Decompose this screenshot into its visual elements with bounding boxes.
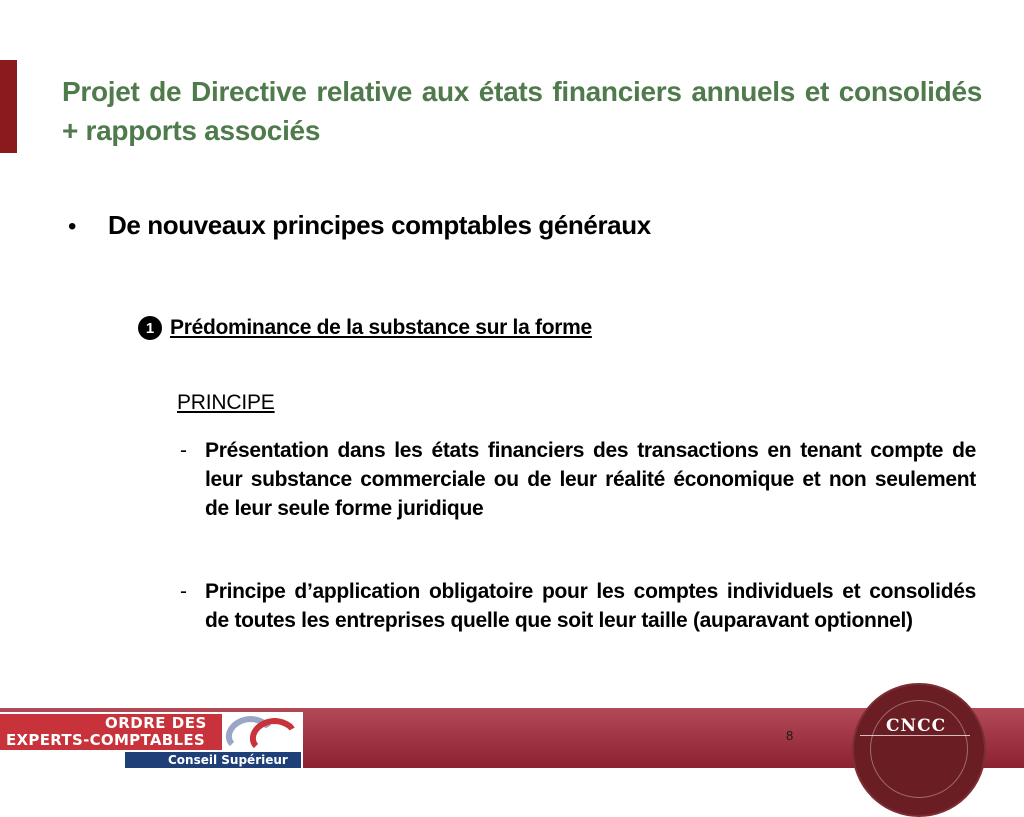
- left-accent-bar: [0, 60, 17, 153]
- numbered-circle-icon: 1: [138, 316, 162, 340]
- list-item: [180, 436, 976, 523]
- main-bullet-text: De nouveaux principes comptables généraux: [108, 210, 651, 240]
- oec-emblem-icon: [222, 714, 300, 752]
- oec-logo: [0, 712, 303, 768]
- page-number: 8: [786, 728, 794, 743]
- main-bullet: [68, 210, 651, 241]
- sub-heading-text: Prédominance de la substance sur la forme: [170, 316, 592, 339]
- cncc-seal-ring: [870, 700, 968, 798]
- dash-marker: -: [180, 439, 187, 462]
- list-item-text: Présentation dans les états financiers des transactions en tenant compte de leur substance commerciale ou de leur réalité économique et non seulement de leur seule forme juridique: [205, 439, 976, 520]
- sub-heading: [138, 316, 592, 340]
- cncc-logo-text: CNCC: [886, 716, 947, 736]
- logo-line-3: Conseil Supérieur: [168, 753, 288, 767]
- principe-label: PRINCIPE: [177, 391, 275, 414]
- list-item-text: Principe d’application obligatoire pour les comptes individuels et consolidés de toutes les entreprises quelle que soit leur taille (auparavant optionnel): [205, 580, 976, 632]
- logo-line-2: EXPERTS-COMPTABLES: [6, 731, 205, 749]
- dash-marker: -: [180, 580, 187, 603]
- slide-title: Projet de Directive relative aux états financiers annuels et consolidés + rapports associés: [62, 76, 982, 146]
- bullet-dot-icon: •: [68, 213, 77, 240]
- logo-line-1: ORDRE DES: [105, 714, 207, 732]
- list-item: [180, 577, 976, 635]
